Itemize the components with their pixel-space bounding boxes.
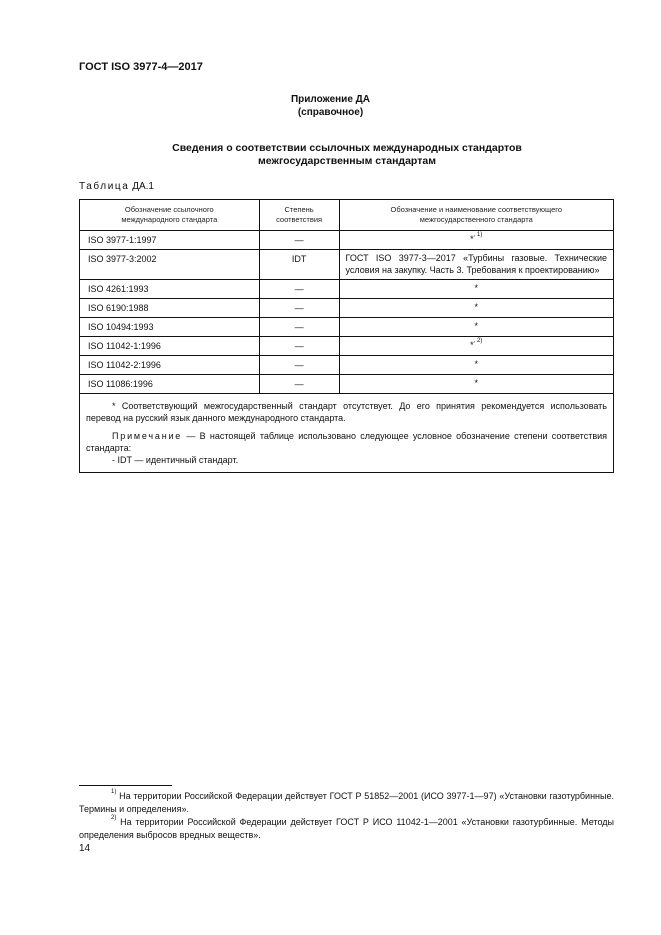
cell-degree: — [259, 280, 339, 299]
footnote-ref: , 1) [473, 232, 483, 238]
table-row [80, 231, 614, 250]
note-item: - IDT — идентичный стандарт. [112, 455, 239, 465]
cell-degree: — [259, 356, 339, 375]
table-row [80, 299, 614, 318]
annex-subtitle: (справочное) [297, 107, 364, 118]
footnote-text: На территории Российской Федерации действует ГОСТ Р 51852—2001 (ИСО 3977-1—97) «Установки газотурбинные. Термины и определения». [79, 791, 614, 814]
cell-national-text: * [470, 234, 474, 244]
cell-national: * [339, 318, 613, 337]
footnote-text: На территории Российской Федерации действует ГОСТ Р ИСО 11042-1—2001 «Установки газотурбинные. Методы определения выбросов вредных веществ». [79, 817, 614, 840]
cell-degree: — [259, 337, 339, 356]
note-label: Примечание [112, 431, 183, 441]
cell-national: * [339, 299, 613, 318]
header-ref-line2: международного стандарта [121, 215, 218, 224]
table-row [80, 250, 614, 280]
footnote-2 [79, 816, 614, 842]
document-code: ГОСТ ISO 3977-4—2017 [79, 61, 203, 73]
section-title-line2: межгосударственным стандартам [258, 155, 436, 167]
cell-ref: ISO 6190:1988 [80, 299, 260, 318]
table-row [80, 356, 614, 375]
star-note: * Соответствующий межгосударственный стандарт отсутствует. До его принятия рекомендуется использовать перевод на русский язык данного международного стандарта. [86, 401, 607, 423]
header-national-standard [339, 200, 613, 231]
table-caption-number: ДА.1 [132, 181, 154, 192]
cell-degree: IDT [259, 250, 339, 280]
cell-ref: ISO 11042-2:1996 [80, 356, 260, 375]
footnote-mark: 2) [111, 815, 117, 821]
table-notes-row [80, 394, 614, 473]
cell-degree: — [259, 318, 339, 337]
table-row [80, 337, 614, 356]
table-caption-word: Таблица [79, 181, 130, 192]
cell-national: ГОСТ ISO 3977-3—2017 «Турбины газовые. Технические условия на закупку. Часть 3. Требования к проектированию» [339, 250, 613, 280]
table-header-row [80, 200, 614, 231]
cell-national-text: * [470, 340, 474, 350]
cell-degree: — [259, 299, 339, 318]
table-caption [79, 181, 154, 192]
footnote-divider [79, 785, 172, 786]
header-degree [259, 200, 339, 231]
cell-ref: ISO 11086:1996 [80, 375, 260, 394]
cell-national [339, 231, 613, 250]
footnote-1 [79, 790, 614, 816]
table-row [80, 280, 614, 299]
annex-title: Приложение ДА [290, 94, 371, 105]
cell-ref: ISO 3977-3:2002 [80, 250, 260, 280]
page-number: 14 [79, 843, 91, 854]
section-title-line1: Сведения о соответствии ссылочных международных стандартов [172, 142, 522, 154]
cell-ref: ISO 11042-1:1996 [80, 337, 260, 356]
cell-national: * [339, 280, 613, 299]
header-national-line2: межгосударственного стандарта [419, 215, 533, 224]
table-row [80, 318, 614, 337]
correspondence-table [79, 199, 614, 473]
footnote-mark: 1) [111, 789, 117, 795]
cell-national: * [339, 375, 613, 394]
cell-ref: ISO 3977-1:1997 [80, 231, 260, 250]
cell-ref: ISO 10494:1993 [80, 318, 260, 337]
note-text: — В настоящей таблице использовано следующее условное обозначение степени соответствия стандарта: [86, 431, 607, 453]
header-degree-line1: Степень [284, 205, 314, 214]
footnote-ref: , 2) [473, 338, 483, 344]
header-national-line1: Обозначение и наименование соответствующего [390, 205, 563, 214]
cell-ref: ISO 4261:1993 [80, 280, 260, 299]
cell-national [339, 337, 613, 356]
cell-degree: — [259, 375, 339, 394]
header-ref-standard [80, 200, 260, 231]
header-degree-line2: соответствия [276, 215, 323, 224]
section-title [0, 142, 661, 168]
cell-national: * [339, 356, 613, 375]
annex-heading [0, 93, 661, 119]
note-paragraph [86, 430, 607, 454]
table-row [80, 375, 614, 394]
cell-degree: — [259, 231, 339, 250]
table-notes [80, 394, 614, 473]
header-ref-line1: Обозначение ссылочного [124, 205, 214, 214]
